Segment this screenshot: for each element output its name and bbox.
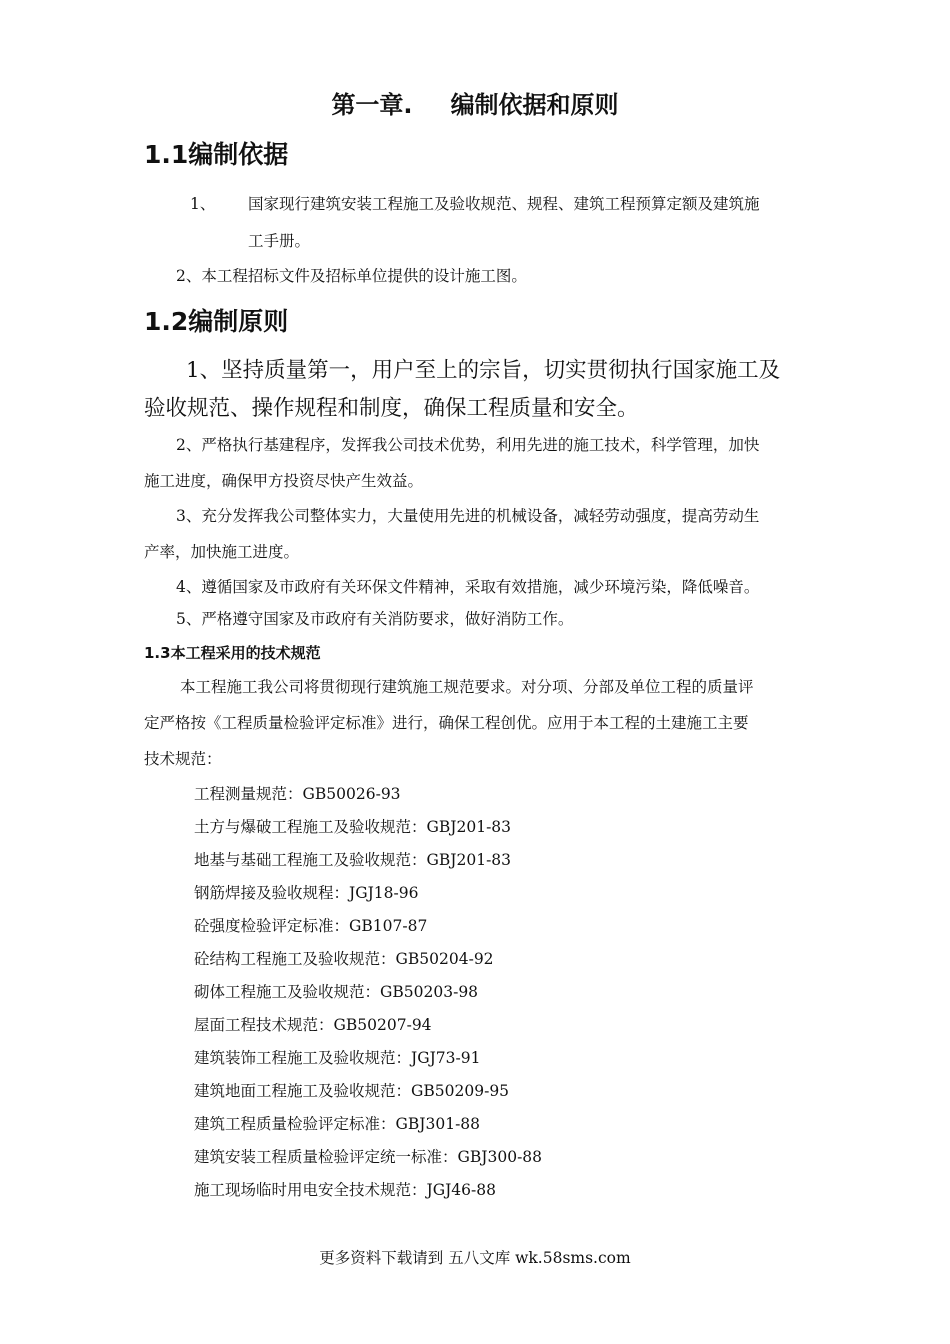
- standard-item: 砼结构工程施工及验收规范：GB50204-92: [194, 950, 494, 968]
- standard-item: 钢筋焊接及验收规程：JGJ18-96: [194, 884, 419, 902]
- paragraph-line: 2、严格执行基建程序，发挥我公司技术优势，利用先进的施工技术，科学管理，加快: [176, 436, 760, 454]
- paragraph-line: 本工程施工我公司将贯彻现行建筑施工规范要求。对分项、分部及单位工程的质量评: [180, 678, 754, 696]
- standard-item: 建筑安装工程质量检验评定统一标准：GBJ300-88: [194, 1148, 543, 1166]
- standard-item: 建筑工程质量检验评定标准：GBJ301-88: [194, 1115, 481, 1133]
- section-heading-1-1: 1.1编制依据: [144, 140, 289, 169]
- paragraph-line: 4、遵循国家及市政府有关环保文件精神，采取有效措施，减少环境污染，降低噪音。: [176, 578, 760, 596]
- chapter-title: [0, 88, 950, 122]
- paragraph-line: 技术规范：: [144, 750, 222, 768]
- standard-item: 施工现场临时用电安全技术规范：JGJ46-88: [194, 1181, 496, 1199]
- chapter-title-text: 编制依据和原则: [450, 91, 619, 119]
- standard-item: 土方与爆破工程施工及验收规范：GBJ201-83: [194, 818, 512, 836]
- paragraph-line: 工手册。: [248, 232, 311, 250]
- standard-item: 建筑地面工程施工及验收规范：GB50209-95: [194, 1082, 510, 1100]
- list-item-marker: 1、: [190, 195, 216, 213]
- paragraph-line: 5、严格遵守国家及市政府有关消防要求，做好消防工作。: [176, 610, 574, 628]
- paragraph-line: 3、充分发挥我公司整体实力，大量使用先进的机械设备，减轻劳动强度，提高劳动生: [176, 507, 760, 525]
- standard-item: 砌体工程施工及验收规范：GB50203-98: [194, 983, 479, 1001]
- paragraph-line-emphasis: 验收规范、操作规程和制度，确保工程质量和安全。: [144, 396, 639, 421]
- paragraph-line: 国家现行建筑安装工程施工及验收规范、规程、建筑工程预算定额及建筑施: [248, 195, 760, 213]
- standard-item: 屋面工程技术规范：GB50207-94: [194, 1016, 432, 1034]
- section-heading-1-3: 1.3本工程采用的技术规范: [144, 644, 321, 662]
- standard-item: 工程测量规范：GB50026-93: [194, 785, 401, 803]
- paragraph-line: 施工进度，确保甲方投资尽快产生效益。: [144, 472, 424, 490]
- paragraph-line: 产率，加快施工进度。: [144, 543, 300, 561]
- paragraph-line: 定严格按《工程质量检验评定标准》进行，确保工程创优。应用于本工程的土建施工主要: [144, 714, 749, 732]
- footer-text: 更多资料下载请到 五八文库 wk.58sms.com: [319, 1249, 631, 1267]
- chapter-number: 第一章.: [331, 91, 413, 119]
- standard-item: 地基与基础工程施工及验收规范：GBJ201-83: [194, 851, 512, 869]
- section-heading-1-2: 1.2编制原则: [144, 307, 289, 336]
- standard-item: 建筑装饰工程施工及验收规范：JGJ73-91: [194, 1049, 481, 1067]
- standard-item: 砼强度检验评定标准：GB107-87: [194, 917, 428, 935]
- list-item: 2、本工程招标文件及招标单位提供的设计施工图。: [176, 267, 527, 285]
- paragraph-line-emphasis: 1、坚持质量第一，用户至上的宗旨，切实贯彻执行国家施工及: [186, 358, 781, 383]
